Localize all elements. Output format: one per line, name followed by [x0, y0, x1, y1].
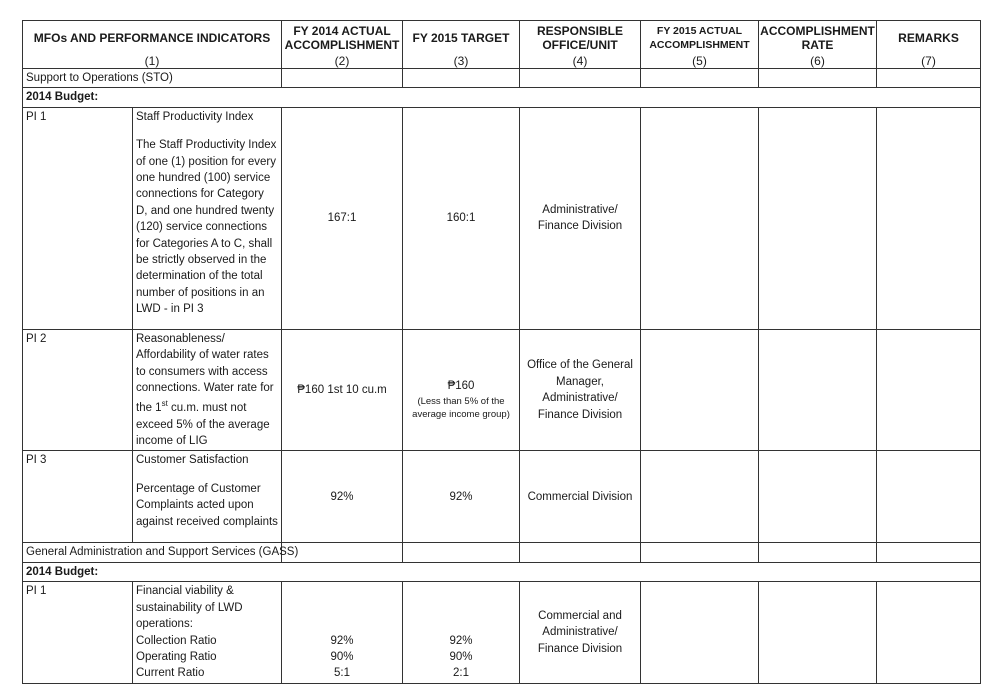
- header-mfos: [23, 21, 282, 69]
- budget-label-gass: 2014 Budget:: [23, 562, 981, 581]
- gass-pi1-row: [23, 582, 981, 683]
- section-row-sto: [23, 69, 981, 88]
- gass-pi1-actual-3: 5:1: [334, 667, 351, 680]
- gass-pi1-title: Financial viability & sustainability of LWD operations:: [136, 585, 243, 631]
- gass-pi1-target-1: 92%: [449, 634, 473, 647]
- gass-pi1-actual-1: 92%: [330, 634, 354, 647]
- gass-pi1-row-label-1: Collection Ratio: [136, 634, 217, 647]
- gass-pi1-id: PI 1: [23, 582, 133, 683]
- gass-pi1-description: [133, 582, 282, 683]
- header-fy2015-target: [403, 21, 520, 69]
- sto-pi1-office: Administrative/ Finance Division: [520, 107, 641, 329]
- header-remarks: [877, 21, 981, 69]
- sto-pi1-title: Staff Productivity Index: [136, 110, 254, 123]
- section-title-gass: General Administration and Support Services (GASS): [23, 543, 282, 562]
- budget-row-gass: [23, 562, 981, 581]
- sto-pi2-target-note: (Less than 5% of the average income group): [412, 395, 510, 420]
- sto-pi1-row: [23, 107, 981, 329]
- sto-pi3-row: [23, 451, 981, 543]
- gass-pi1-target2015: [403, 582, 520, 683]
- header-remarks-label: REMARKS: [898, 31, 959, 45]
- gass-pi1-row-label-2: Operating Ratio: [136, 650, 217, 663]
- sto-pi2-office: Office of the General Manager, Administrative/ Finance Division: [520, 329, 641, 451]
- sto-pi2-description: [133, 329, 282, 451]
- sto-pi1-target2015: 160:1: [403, 107, 520, 329]
- header-num-1: (1): [144, 54, 160, 68]
- performance-indicators-table: [22, 20, 981, 684]
- sto-pi3-id: PI 3: [23, 451, 133, 543]
- header-mfos-label: MFOs AND PERFORMANCE INDICATORS: [33, 31, 271, 45]
- sto-pi3-description: [133, 451, 282, 543]
- header-num-5: (5): [692, 54, 707, 68]
- sto-pi2-row: [23, 329, 981, 451]
- header-office-label: RESPONSIBLE OFFICE/UNIT: [537, 24, 624, 52]
- gass-pi1-actual-2: 90%: [330, 650, 354, 663]
- sto-pi1-description: [133, 107, 282, 329]
- header-responsible-office: [520, 21, 641, 69]
- sto-pi3-desc-text: Percentage of Customer Complaints acted upon against received complaints: [136, 482, 278, 528]
- header-fy2014-label: FY 2014 ACTUAL ACCOMPLISHMENT: [284, 24, 400, 52]
- header-fy2015-target-label: FY 2015 TARGET: [412, 31, 510, 45]
- header-fy2015-actual-label: FY 2015 ACTUAL ACCOMPLISHMENT: [649, 25, 750, 51]
- budget-label-sto: 2014 Budget:: [23, 88, 981, 107]
- sto-pi3-actual2014: 92%: [282, 451, 403, 543]
- sto-pi2-target-value: ₱160: [447, 380, 475, 393]
- header-num-6: (6): [810, 54, 825, 68]
- header-num-2: (2): [334, 54, 350, 68]
- gass-pi1-target-2: 90%: [449, 650, 473, 663]
- sto-pi2-desc-a: Reasonableness/ Affordability of water rates to consumers with access connections. Water rate for the 1: [136, 332, 274, 415]
- sto-pi1-id: PI 1: [23, 107, 133, 329]
- header-fy2014-actual: [282, 21, 403, 69]
- header-row: [23, 21, 981, 69]
- sto-pi3-title: Customer Satisfaction: [136, 454, 249, 467]
- sto-pi2-desc-b: cu.m. must not exceed 5% of the average income of LIG: [136, 402, 270, 448]
- header-rate-label: ACCOMPLISHMENT RATE: [760, 24, 875, 52]
- header-num-7: (7): [921, 54, 936, 68]
- sto-pi1-desc-text: The Staff Productivity Index of one (1) position for every one hundred (100) service connections for Category D, and one hundred twenty (120) service connections for Categories A to C, shall be strictly observed in the determination of the total number of positions in an LWD - in PI 3: [136, 139, 277, 316]
- sto-pi2-desc-sup: st: [161, 399, 168, 409]
- sto-pi2-actual2014: ₱160 1st 10 cu.m: [282, 329, 403, 451]
- budget-row-sto: [23, 88, 981, 107]
- sto-pi2-target2015: [403, 329, 520, 451]
- header-num-4: (4): [572, 54, 588, 68]
- gass-pi1-office: Commercial and Administrative/ Finance Division: [520, 582, 641, 683]
- section-title-sto: Support to Operations (STO): [23, 69, 282, 88]
- gass-pi1-actual2014: [282, 582, 403, 683]
- section-row-gass: [23, 543, 981, 562]
- sto-pi2-id: PI 2: [23, 329, 133, 451]
- gass-pi1-row-label-3: Current Ratio: [136, 667, 205, 680]
- header-num-3: (3): [453, 54, 469, 68]
- gass-pi1-target-3: 2:1: [453, 667, 470, 680]
- sto-pi3-office: Commercial Division: [520, 451, 641, 543]
- header-fy2015-actual: [641, 21, 759, 69]
- header-accomplishment-rate: [759, 21, 877, 69]
- sto-pi1-actual2014: 167:1: [282, 107, 403, 329]
- sto-pi3-target2015: 92%: [403, 451, 520, 543]
